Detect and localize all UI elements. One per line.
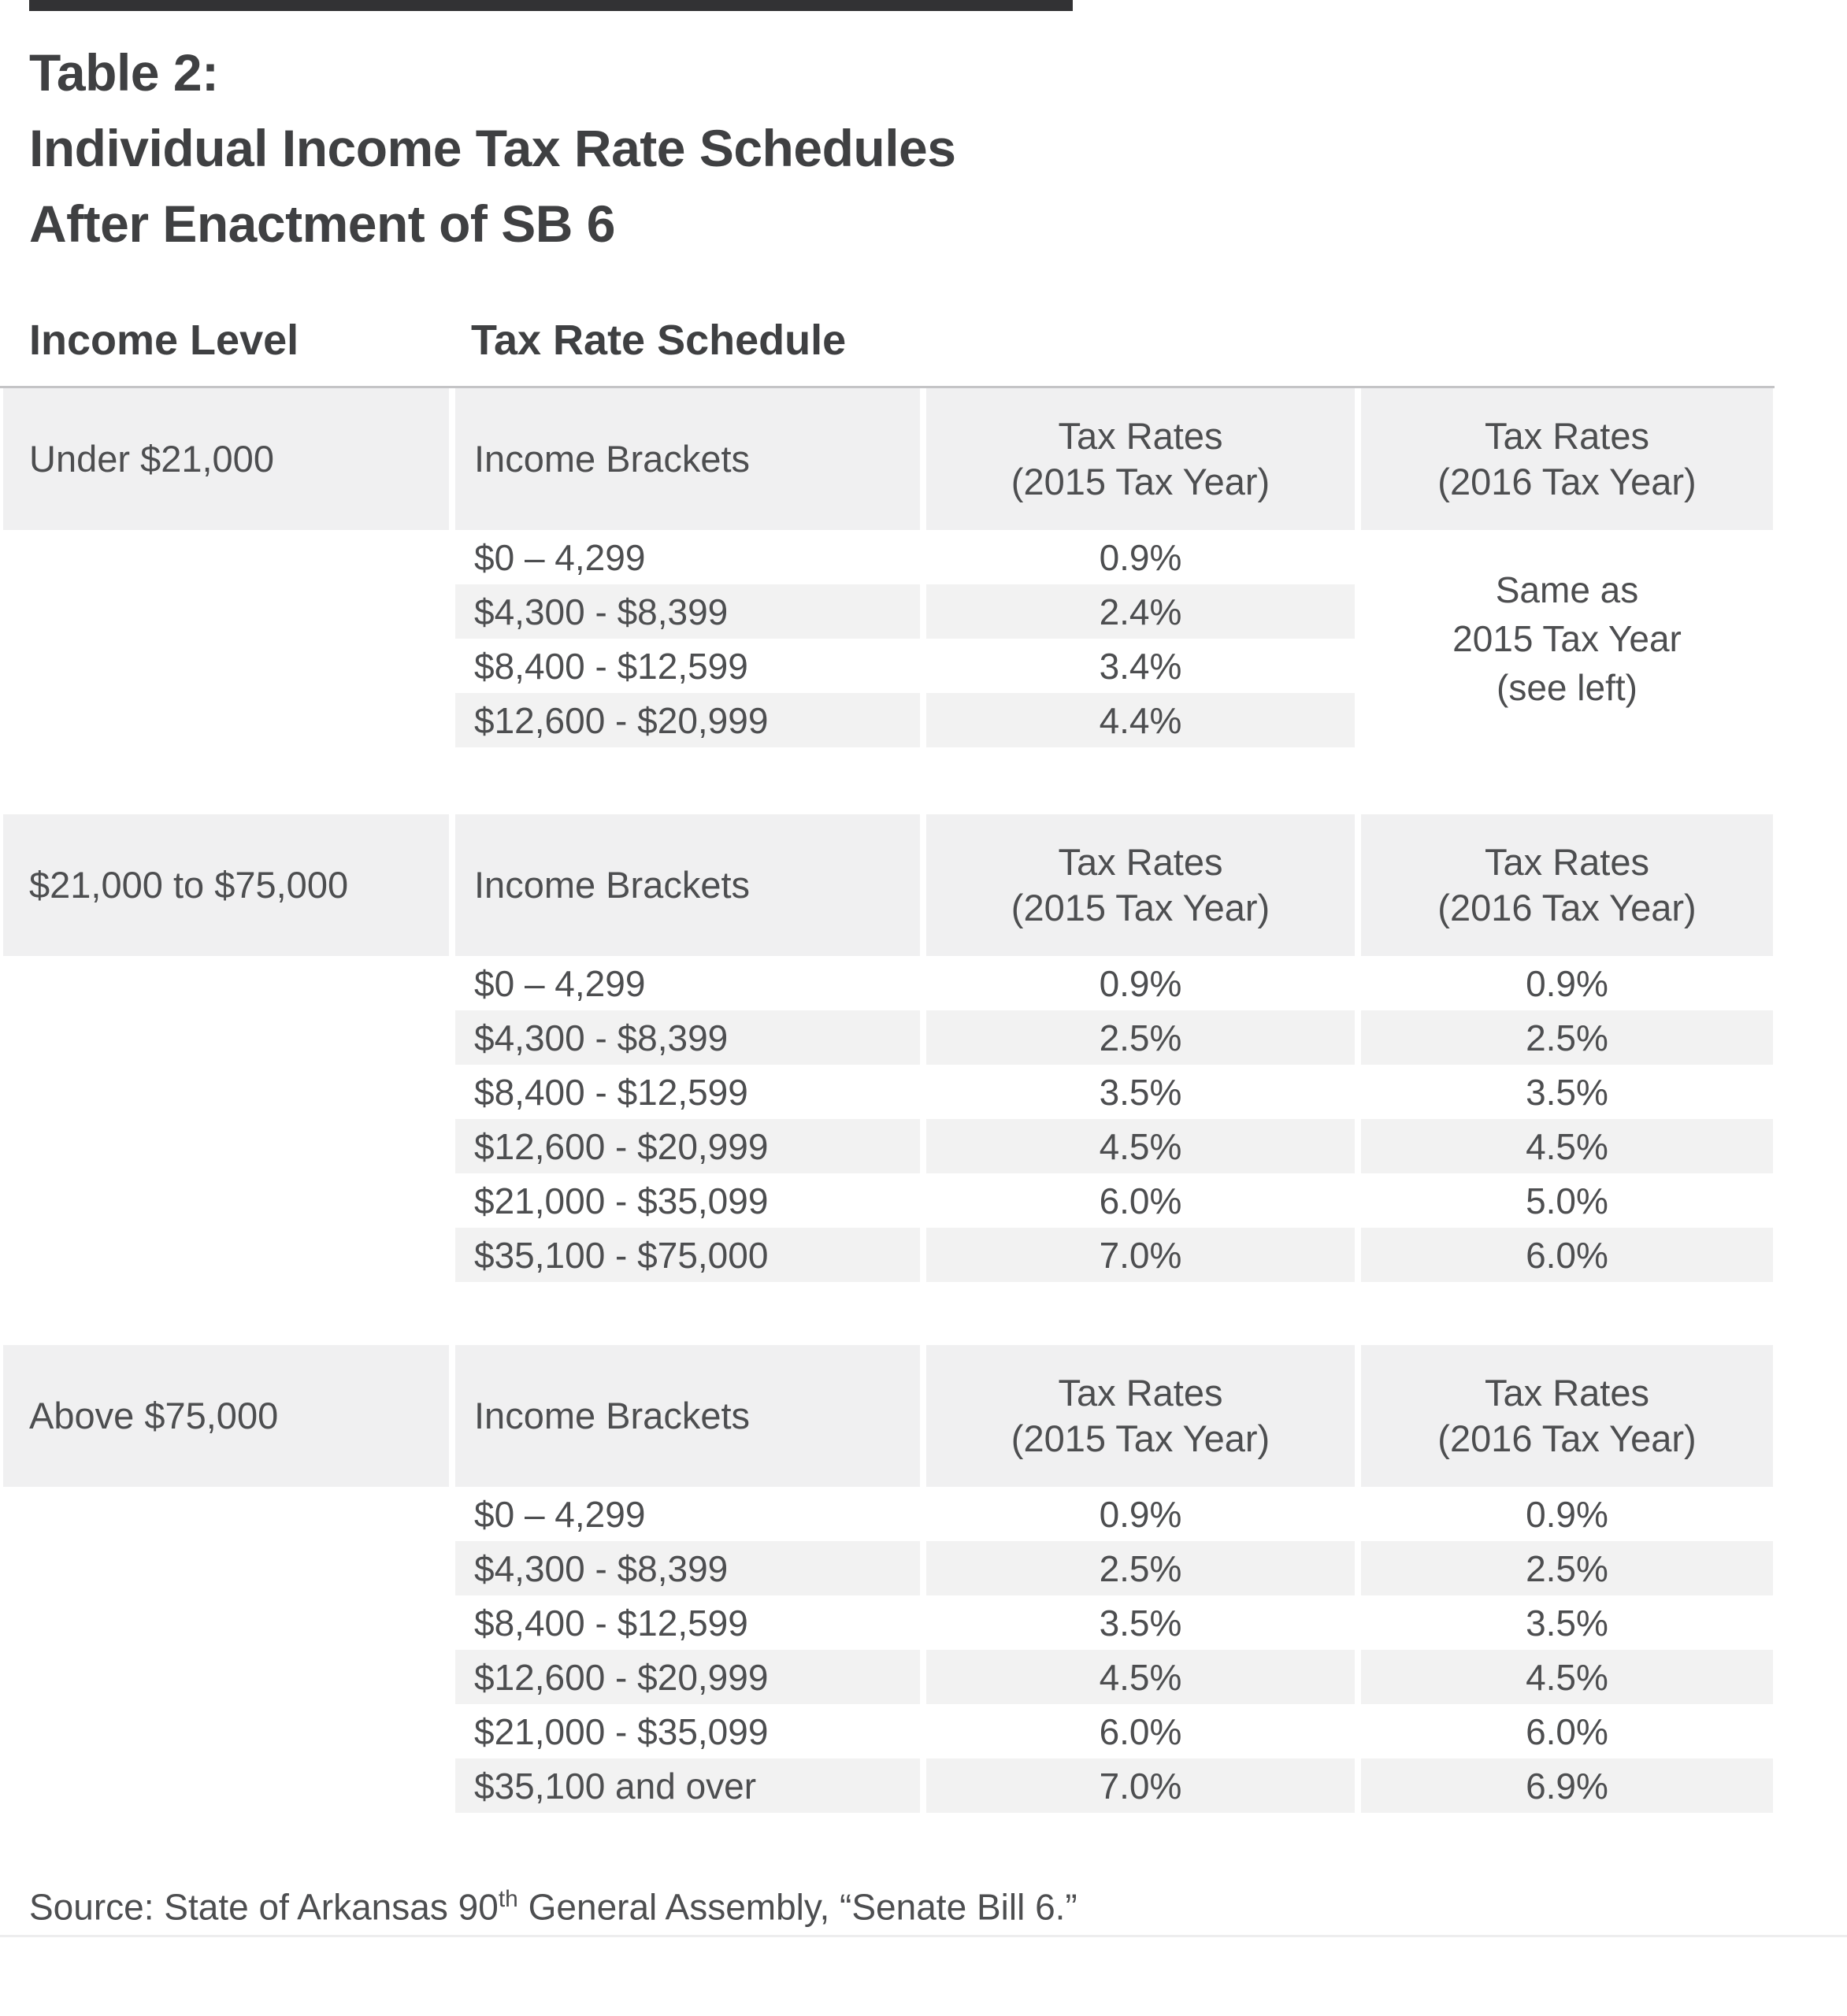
tax-rate-2015-value: 2.4%: [926, 584, 1355, 639]
source-text: Source: State of Arkansas 90: [29, 1886, 499, 1928]
title-line-3: After Enactment of SB 6: [29, 195, 615, 253]
source-text-suffix: General Assembly, “Senate Bill 6.”: [517, 1886, 1077, 1928]
tax-rate-2016-value: 3.5%: [1526, 1602, 1608, 1644]
section-rows: [3, 1487, 1847, 1813]
tax-rate-2016-value: 5.0%: [1526, 1180, 1608, 1221]
tax-rate-2015-value: 4.5%: [926, 1650, 1355, 1704]
column-headers: [0, 318, 1847, 362]
tax-rates-2015-header-cell: Tax Rates (2015 Tax Year): [926, 814, 1355, 956]
figure-title: [29, 35, 1847, 261]
income-level-header: Income Level: [29, 317, 299, 364]
source-note: [29, 1877, 1847, 1929]
tax-rate-2015-value: 4.4%: [926, 693, 1355, 747]
income-brackets-header-cell: Income Brackets: [455, 1345, 920, 1487]
tax-rate-2015-value: 7.0%: [926, 1758, 1355, 1813]
table-section: [3, 814, 1847, 1282]
section-header-band: [3, 388, 1847, 530]
title-line-1: Table 2:: [29, 43, 219, 102]
tax-rates-2016-header-cell: Tax Rates (2016 Tax Year): [1361, 388, 1773, 530]
tax-rate-2015-value: 7.0%: [926, 1228, 1355, 1282]
tax-rates-2015-header-cell: Tax Rates (2015 Tax Year): [926, 1345, 1355, 1487]
section-rows: [3, 956, 1847, 1282]
tax-rate-2016-value: 3.5%: [1526, 1071, 1608, 1113]
table-section: [3, 388, 1847, 747]
income-bracket-value: $8,400 - $12,599: [474, 645, 748, 687]
tax-rate-2016-value: 2.5%: [1361, 1541, 1773, 1595]
tax-rate-2015-value: 0.9%: [1099, 1493, 1182, 1535]
tax-rate-2016-value: 0.9%: [1526, 1493, 1608, 1535]
tax-rate-2015-value: 0.9%: [1099, 962, 1182, 1004]
income-bracket-value: $12,600 - $20,999: [455, 693, 920, 747]
income-bracket-value: $4,300 - $8,399: [455, 1010, 920, 1065]
tax-rate-2016-value: 0.9%: [1526, 962, 1608, 1004]
tax-rate-2015-value: 6.0%: [1099, 1710, 1182, 1752]
tax-rate-2015-value: 0.9%: [1099, 536, 1182, 578]
tax-rate-2016-value: 2.5%: [1361, 1010, 1773, 1065]
tax-rate-2016-value: 4.5%: [1361, 1119, 1773, 1173]
tax-rate-2015-value: 4.5%: [926, 1119, 1355, 1173]
tax-rates-2016-header-cell: Tax Rates (2016 Tax Year): [1361, 814, 1773, 956]
income-bracket-value: $12,600 - $20,999: [455, 1119, 920, 1173]
note-line: 2015 Tax Year: [1452, 618, 1682, 659]
top-accent-bar: [29, 0, 1073, 11]
note-line: Same as: [1495, 569, 1639, 610]
tax-rates-2015-header-cell: Tax Rates (2015 Tax Year): [926, 388, 1355, 530]
tax-rate-2015-value: 2.5%: [926, 1541, 1355, 1595]
tax-rate-2016-value: 4.5%: [1361, 1650, 1773, 1704]
tax-rate-2016-value: 6.0%: [1526, 1710, 1608, 1752]
tax-rate-schedule-header: Tax Rate Schedule: [471, 317, 847, 364]
income-bracket-value: $4,300 - $8,399: [455, 1541, 920, 1595]
income-bracket-value: $4,300 - $8,399: [455, 584, 920, 639]
income-level-cell: Above $75,000: [3, 1345, 449, 1487]
title-line-2: Individual Income Tax Rate Schedules: [29, 119, 956, 177]
tax-rate-2016-value: 6.0%: [1361, 1228, 1773, 1282]
same-as-2015-note: [1361, 530, 1773, 747]
income-brackets-header-cell: Income Brackets: [455, 388, 920, 530]
bottom-divider-rule: [0, 1935, 1847, 1937]
tax-rate-2015-value: 3.5%: [1099, 1602, 1182, 1644]
income-level-cell: $21,000 to $75,000: [3, 814, 449, 956]
income-bracket-value: $0 – 4,299: [474, 1493, 646, 1535]
income-bracket-value: $21,000 - $35,099: [474, 1710, 769, 1752]
tax-rate-2015-value: 3.4%: [1099, 645, 1182, 687]
tax-rate-table: [3, 388, 1847, 1813]
source-superscript: th: [498, 1886, 518, 1912]
income-bracket-value: $0 – 4,299: [474, 536, 646, 578]
income-brackets-header-cell: Income Brackets: [455, 814, 920, 956]
income-bracket-value: $8,400 - $12,599: [474, 1071, 748, 1113]
income-bracket-value: $8,400 - $12,599: [474, 1602, 748, 1644]
income-bracket-value: $21,000 - $35,099: [474, 1180, 769, 1221]
tax-rate-2015-value: 6.0%: [1099, 1180, 1182, 1221]
note-line: (see left): [1497, 667, 1637, 708]
tax-rates-2016-header-cell: Tax Rates (2016 Tax Year): [1361, 1345, 1773, 1487]
income-bracket-value: $0 – 4,299: [474, 962, 646, 1004]
income-level-cell: Under $21,000: [3, 388, 449, 530]
income-bracket-value: $35,100 and over: [455, 1758, 920, 1813]
tax-rate-2015-value: 2.5%: [926, 1010, 1355, 1065]
income-bracket-value: $12,600 - $20,999: [455, 1650, 920, 1704]
tax-rate-2015-value: 3.5%: [1099, 1071, 1182, 1113]
section-rows: [3, 530, 1847, 747]
tax-rate-2016-value: 6.9%: [1361, 1758, 1773, 1813]
table-section: [3, 1345, 1847, 1813]
section-header-band: [3, 814, 1847, 956]
income-bracket-value: $35,100 - $75,000: [455, 1228, 920, 1282]
section-header-band: [3, 1345, 1847, 1487]
